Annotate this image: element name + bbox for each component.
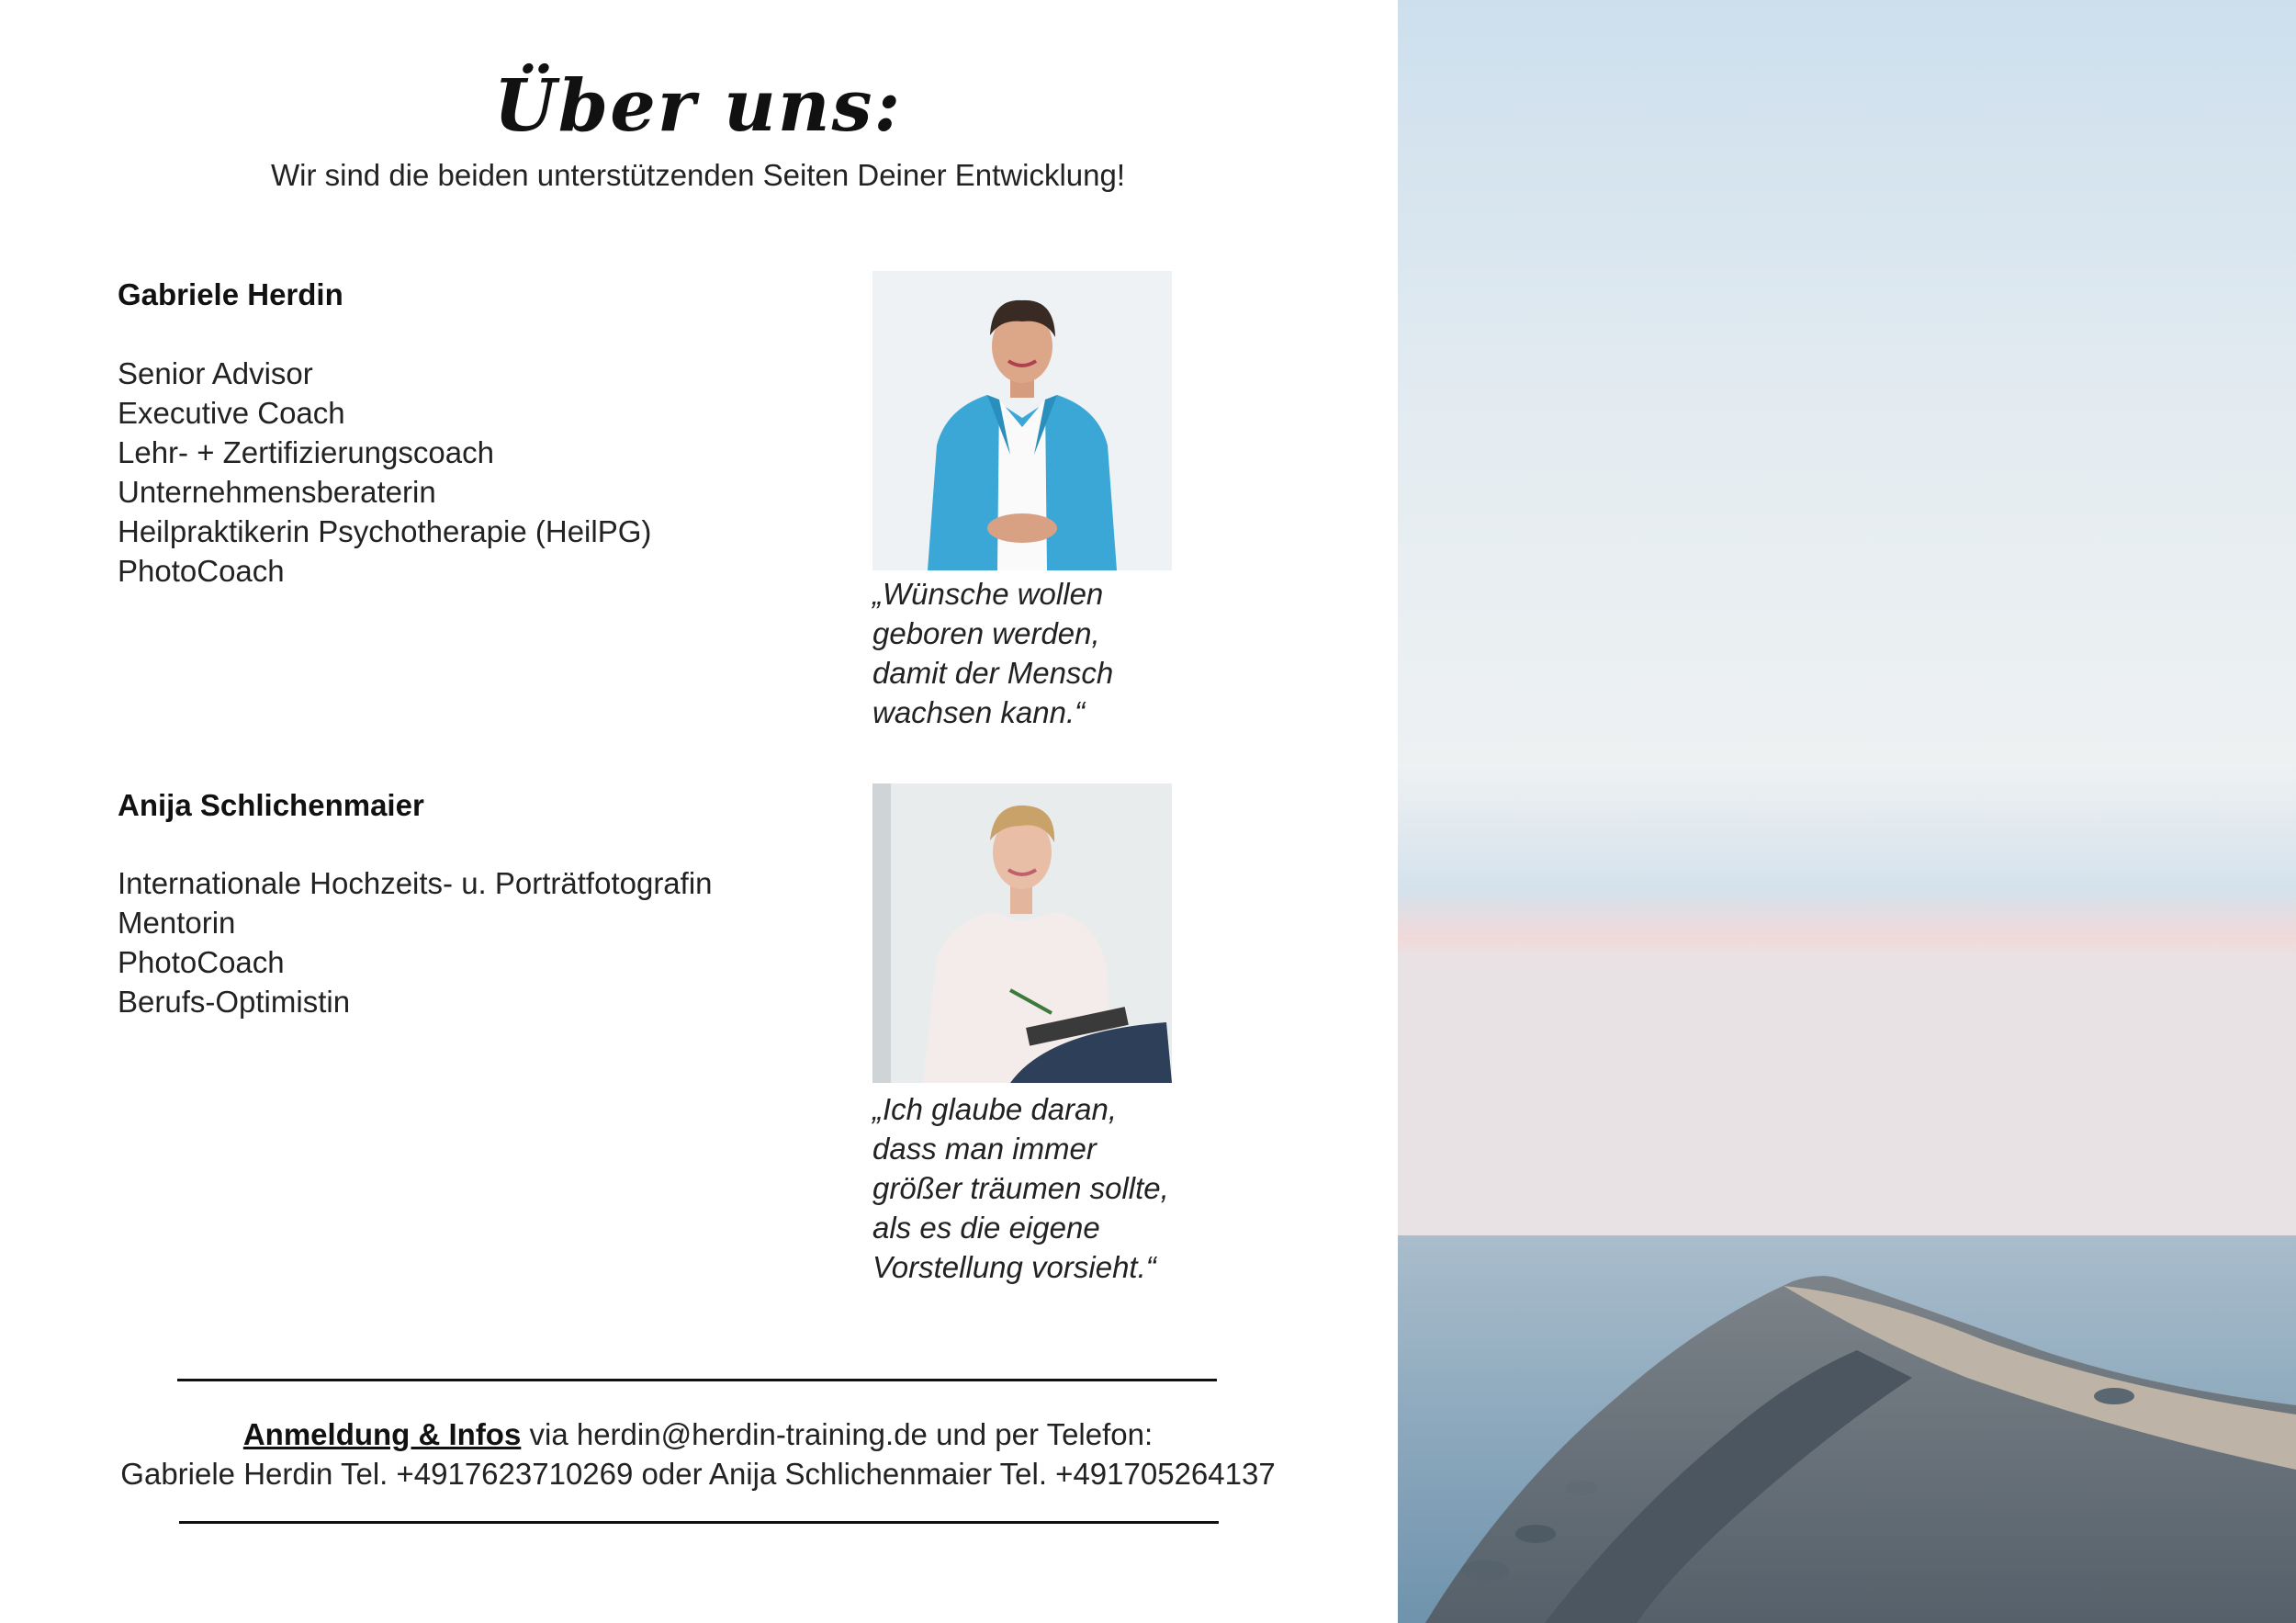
quote-line: als es die eigene — [872, 1211, 1100, 1245]
role-item: Berufs-Optimistin — [118, 985, 351, 1019]
contact-line-2: Gabriele Herdin Tel. +4917623710269 oder Anija Schlichenmaier Tel. +491705264137 — [120, 1457, 1276, 1491]
person-name-gabriele: Gabriele Herdin — [118, 277, 343, 311]
role-item: Unternehmensberaterin — [118, 475, 436, 509]
role-item: PhotoCoach — [118, 945, 285, 979]
role-item: Internationale Hochzeits- u. Porträtfotografin — [118, 866, 713, 900]
quote-gabriele — [872, 574, 1185, 732]
quote-line: damit der Mensch — [872, 656, 1114, 690]
role-item: Heilpraktikerin Psychotherapie (HeilPG) — [118, 514, 652, 548]
role-item: Executive Coach — [118, 396, 345, 430]
quote-line: „Ich glaube daran, — [872, 1092, 1118, 1126]
quote-anija — [872, 1089, 1185, 1287]
role-item: Mentorin — [118, 906, 236, 940]
role-item: Senior Advisor — [118, 356, 313, 390]
contact-email-text: via herdin@herdin-training.de und per Telefon: — [521, 1417, 1154, 1451]
role-item: Lehr- + Zertifizierungscoach — [118, 435, 494, 469]
contact-block — [0, 1414, 1396, 1493]
contact-line-1 — [0, 1414, 1396, 1454]
page-subtitle: Wir sind die beiden unterstützenden Seiten Deiner Entwicklung! — [270, 158, 1126, 192]
role-item: PhotoCoach — [118, 554, 285, 588]
portrait-gabriele — [872, 271, 1172, 570]
page-title: Über uns: — [493, 64, 903, 148]
role-list-gabriele — [118, 354, 651, 591]
quote-line: größer träumen sollte, — [872, 1171, 1169, 1205]
quote-line: Vorstellung vorsieht.“ — [872, 1250, 1156, 1284]
quote-line: dass man immer — [872, 1132, 1097, 1166]
role-list-anija — [118, 863, 713, 1021]
contact-label: Anmeldung & Infos — [242, 1417, 522, 1451]
seascape-photo — [1398, 0, 2296, 1623]
portrait-anija — [872, 783, 1172, 1083]
quote-line: wachsen kann.“ — [872, 695, 1086, 729]
quote-line: „Wünsche wollen — [872, 577, 1104, 611]
quote-line: geboren werden, — [872, 616, 1100, 650]
person-name-anija: Anija Schlichenmaier — [118, 788, 424, 822]
divider-top — [177, 1379, 1217, 1381]
divider-bottom — [179, 1521, 1219, 1524]
